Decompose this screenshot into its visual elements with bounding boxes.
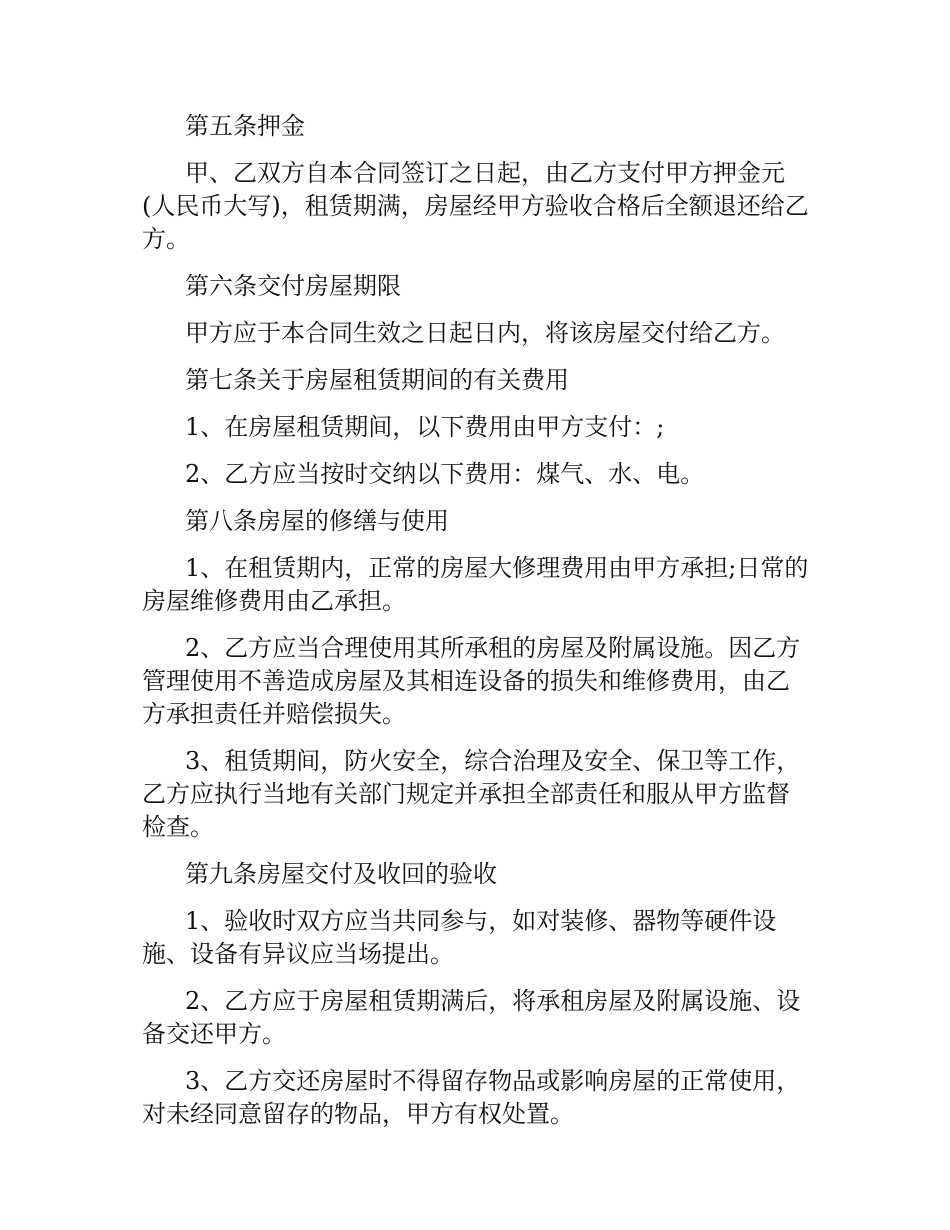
article-8-heading: 第八条房屋的修缮与使用 <box>185 507 449 535</box>
article-8-item-2: 2、乙方应当合理使用其所承租的房屋及附属设施。因乙方管理使用不善造成房屋及其相连设备的损失和维修费用，由乙方承担责任并赔偿损失。 <box>142 634 801 728</box>
article-9-item-1: 1、验收时双方应当共同参与，如对装修、器物等硬件设施、设备有异议应当场提出。 <box>142 907 777 968</box>
article-8-item-3: 3、租赁期间，防火安全，综合治理及安全、保卫等工作，乙方应执行当地有关部门规定并承担全部责任和服从甲方监督检查。 <box>142 747 801 841</box>
article-5-paragraph: 甲、乙双方自本合同签订之日起，由乙方支付甲方押金元(人民币大写)，租赁期满，房屋经甲方验收合格后全额退还给乙方。 <box>142 159 809 253</box>
article-8-item-1: 1、在租赁期内，正常的房屋大修理费用由甲方承担;日常的房屋维修费用由乙承担。 <box>142 554 809 615</box>
article-5-heading: 第五条押金 <box>185 112 305 140</box>
document-page <box>142 110 812 1145</box>
article-9-item-2: 2、乙方应于房屋租赁期满后，将承租房屋及附属设施、设备交还甲方。 <box>142 987 801 1048</box>
article-6-heading: 第六条交付房屋期限 <box>185 272 401 300</box>
article-7-item-2: 2、乙方应当按时交纳以下费用：煤气、水、电。 <box>185 460 705 488</box>
article-7-item-1: 1、在房屋租赁期间，以下费用由甲方支付：; <box>185 413 665 441</box>
article-9-item-3: 3、乙方交还房屋时不得留存物品或影响房屋的正常使用，对未经同意留存的物品，甲方有权处置。 <box>142 1067 801 1128</box>
article-6-paragraph: 甲方应于本合同生效之日起日内，将该房屋交付给乙方。 <box>185 319 785 347</box>
article-9-heading: 第九条房屋交付及收回的验收 <box>185 860 497 888</box>
article-7-heading: 第七条关于房屋租赁期间的有关费用 <box>185 366 569 394</box>
